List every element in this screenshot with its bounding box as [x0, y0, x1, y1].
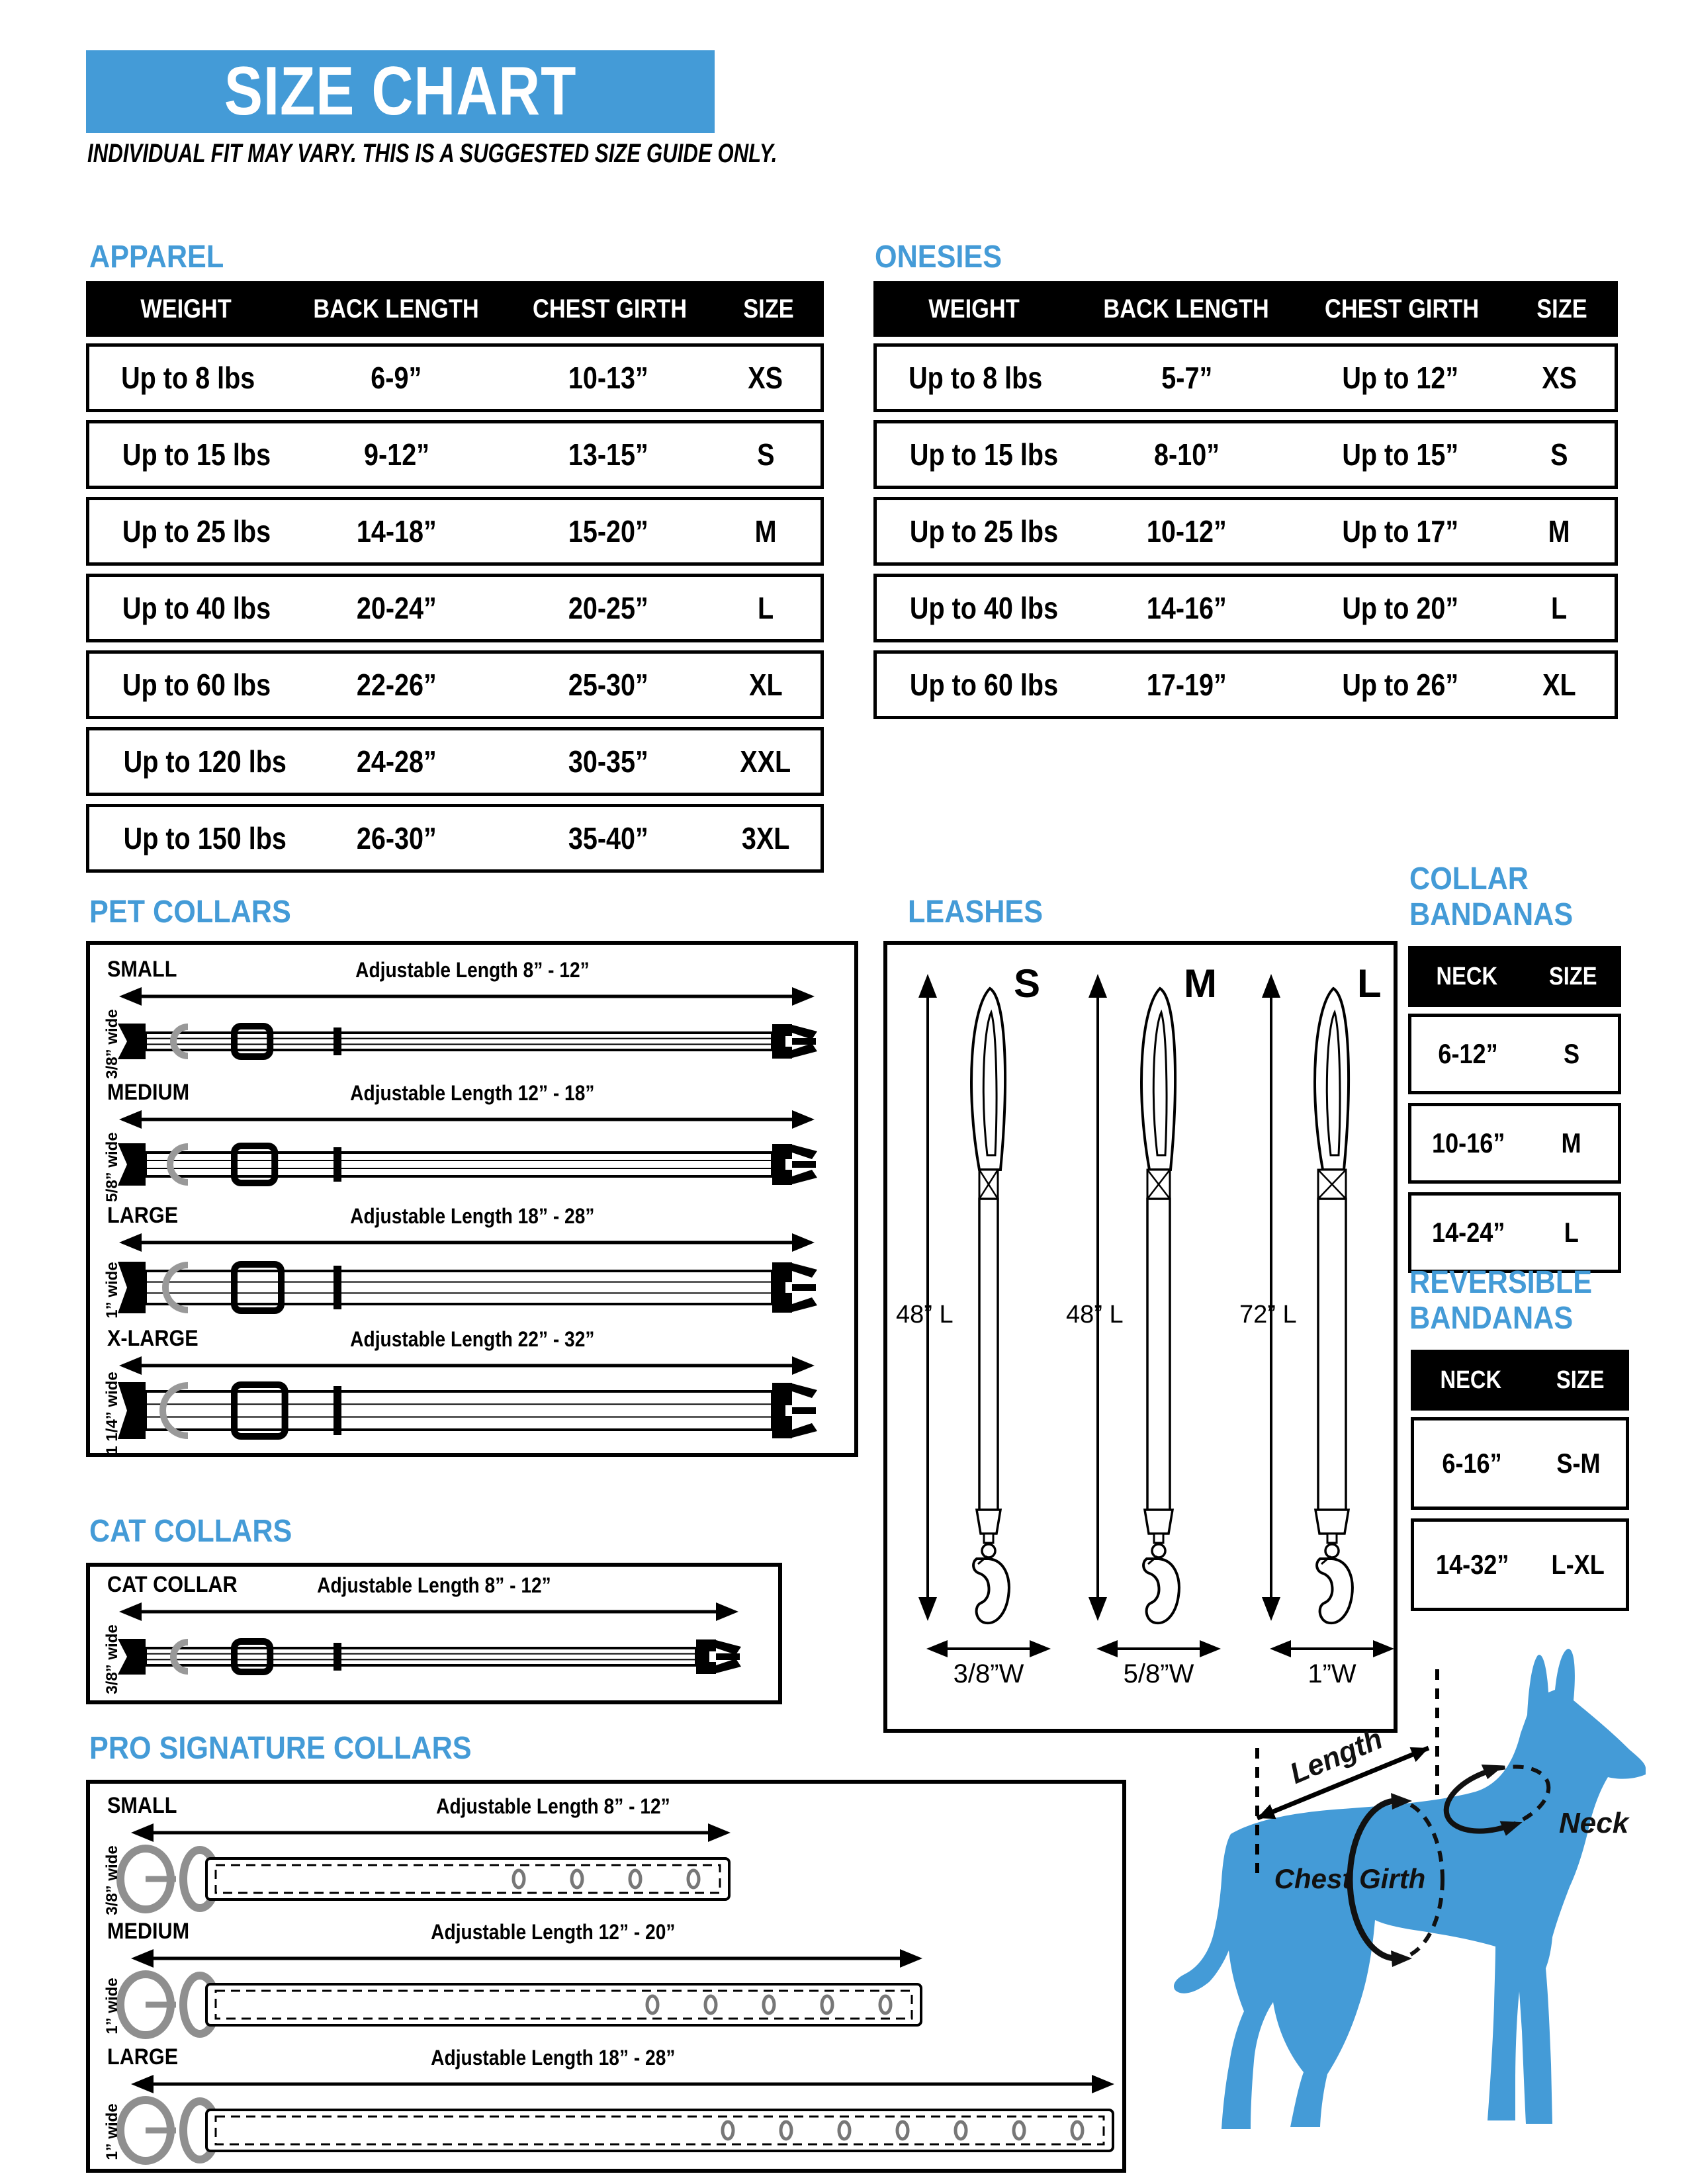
double-arrow [118, 1108, 816, 1131]
collar-bandanas-heading-line1: COLLAR [1409, 861, 1529, 896]
table-row [1411, 1417, 1629, 1510]
apparel-heading: APPAREL [89, 240, 224, 275]
length-arrow [130, 1946, 924, 1970]
cell: Up to 8 lbs [121, 361, 255, 395]
belt-collar-graphic [109, 2096, 1121, 2165]
cell: Up to 15 lbs [122, 437, 271, 472]
collar-diagram [109, 1624, 750, 1690]
collar-graphic [109, 1254, 826, 1321]
cell: S [1563, 1038, 1579, 1069]
column-header: NECK [1440, 1366, 1502, 1394]
belt-collar-graphic [109, 1845, 737, 1913]
double-arrow [130, 1821, 732, 1845]
column-header: NECK [1436, 962, 1497, 990]
cell: 8-10” [1153, 437, 1220, 472]
reversible-bandanas-table [1411, 1350, 1629, 1620]
pet-collar-row [90, 1077, 854, 1200]
cell: M [1548, 514, 1570, 548]
length-arrow [130, 2072, 1116, 2096]
double-arrow [118, 1600, 740, 1624]
cell: XXL [740, 744, 791, 779]
length-label: Length [1285, 1722, 1388, 1790]
collar-size-label: LARGE [107, 1203, 179, 1228]
adjustable-length-label [90, 1081, 854, 1106]
cell: XL [748, 668, 783, 702]
page-subtitle: INDIVIDUAL FIT MAY VARY. THIS IS A SUGGESTED SIZE GUIDE ONLY. [87, 139, 777, 168]
column-header: CHEST GIRTH [533, 294, 688, 324]
dog-measurement-diagram [1158, 1621, 1687, 2184]
collar-bandanas-heading [1409, 861, 1573, 933]
cell: L-XL [1551, 1549, 1605, 1580]
pet-collars-box [86, 941, 858, 1457]
leash-l [1239, 957, 1411, 1718]
cell: Up to 25 lbs [909, 514, 1059, 548]
dog-silhouette-graphic [1158, 1621, 1687, 2184]
pro-collar-row [90, 1916, 1122, 2042]
column-header: WEIGHT [140, 294, 232, 324]
belt-collar-diagram [109, 1845, 737, 1913]
collar-width-label: 3/8” wide [103, 1624, 121, 1694]
collar-size-label: X-LARGE [107, 1326, 199, 1351]
collar-size-label: MEDIUM [107, 1919, 190, 1944]
cell: 30-35” [568, 744, 649, 779]
pet-collar-row [90, 954, 854, 1077]
cell: L [1551, 591, 1568, 625]
cell: 6-16” [1442, 1448, 1503, 1479]
table-row [86, 574, 824, 642]
neck-label: Neck [1559, 1807, 1629, 1839]
length-arrow [118, 1108, 816, 1131]
adjustable-length-text: Adjustable Length 12” - 18” [349, 1081, 595, 1105]
cell: 13-15” [568, 437, 649, 472]
belt-collar-diagram [109, 1970, 929, 2039]
onesies-heading: ONESIES [875, 240, 1002, 275]
table-row [86, 804, 824, 873]
leash-width-label: 3/8”W [953, 1659, 1024, 1688]
double-arrow [118, 984, 816, 1008]
chest-girth-label: Chest Girth [1274, 1863, 1426, 1894]
leash-length-label: 72” L [1239, 1301, 1297, 1329]
table-row [873, 650, 1618, 719]
collar-bandanas-heading-line2: BANDANAS [1409, 896, 1574, 932]
collar-diagram [109, 1131, 826, 1198]
cell: 17-19” [1146, 668, 1227, 702]
cell: XS [748, 361, 783, 395]
adjustable-length-text: Adjustable Length 22” - 32” [349, 1327, 595, 1351]
cell: Up to 26” [1342, 668, 1459, 702]
onesies-table [873, 281, 1618, 727]
collar-diagram [109, 1008, 826, 1074]
column-header: BACK LENGTH [1103, 294, 1269, 324]
cell: M [754, 514, 777, 548]
column-header: SIZE [1536, 294, 1587, 324]
collar-width-label: 1” wide [103, 2103, 121, 2160]
cell: XL [1542, 668, 1576, 702]
collar-size-label: SMALL [107, 957, 177, 982]
cell: Up to 12” [1342, 361, 1459, 395]
cell: 35-40” [568, 821, 649, 855]
adjustable-length-text: Adjustable Length 8” - 12” [355, 958, 590, 982]
collar-bandanas-table [1408, 946, 1621, 1282]
pet-collar-row [90, 1323, 854, 1455]
adjustable-length-label [90, 1794, 1016, 1819]
column-header: SIZE [1556, 1366, 1605, 1394]
collar-size-label: LARGE [107, 2044, 179, 2070]
table-row [1408, 1014, 1621, 1094]
pro-collar-row [90, 2042, 1122, 2167]
leash-width-label: 5/8”W [1123, 1659, 1194, 1688]
collar-diagram [109, 1377, 826, 1444]
adjustable-length-label [90, 1573, 778, 1598]
table-row [86, 650, 824, 719]
cell: 25-30” [568, 668, 649, 702]
collar-graphic [109, 1131, 826, 1198]
column-header: CHEST GIRTH [1325, 294, 1480, 324]
apparel-table-header [86, 281, 824, 337]
collar-size-label: CAT COLLAR [107, 1572, 238, 1597]
cell: 3XL [741, 821, 790, 855]
cell: M [1561, 1127, 1581, 1158]
double-arrow [118, 1354, 816, 1377]
double-arrow [118, 1231, 816, 1254]
collar-graphic [109, 1377, 826, 1444]
cell: Up to 8 lbs [909, 361, 1043, 395]
cell: 22-26” [356, 668, 437, 702]
double-arrow [130, 1946, 924, 1970]
collar-diagram [109, 1254, 826, 1321]
page-title: SIZE CHART [224, 53, 577, 130]
length-arrow [118, 1231, 816, 1254]
reversible-bandanas-table-header [1411, 1350, 1629, 1411]
collar-graphic [109, 1008, 826, 1074]
cell: L [758, 591, 774, 625]
cell: L [1564, 1217, 1579, 1248]
reversible-bandanas-heading-line2: BANDANAS [1409, 1300, 1574, 1336]
length-arrow [118, 984, 816, 1008]
leashes-box [883, 941, 1398, 1733]
table-row [1408, 1103, 1621, 1184]
leash-width-label: 1”W [1308, 1659, 1356, 1688]
belt-collar-diagram [109, 2096, 1121, 2165]
cell: Up to 60 lbs [122, 668, 271, 702]
table-row [873, 420, 1618, 489]
table-row [86, 727, 824, 796]
apparel-table [86, 281, 824, 881]
leashes-heading: LEASHES [908, 895, 1044, 930]
table-row [873, 574, 1618, 642]
adjustable-length-label [90, 958, 854, 983]
leash-s [896, 957, 1068, 1718]
leash-length-label: 48” L [896, 1301, 954, 1329]
column-header: BACK LENGTH [313, 294, 479, 324]
title-banner [86, 50, 715, 133]
cell: S-M [1556, 1448, 1601, 1479]
collar-width-label: 3/8” wide [103, 1845, 121, 1915]
adjustable-length-label [90, 2046, 1016, 2070]
adjustable-length-label [90, 1327, 854, 1352]
pro-collars-box [86, 1780, 1126, 2173]
collar-bandanas-table-header [1408, 946, 1621, 1007]
cell: Up to 15” [1342, 437, 1459, 472]
cell: 26-30” [356, 821, 437, 855]
cat-collars-box [86, 1563, 782, 1704]
cell: 20-24” [356, 591, 437, 625]
cell: 20-25” [568, 591, 649, 625]
column-header: SIZE [1549, 962, 1597, 990]
cell: Up to 25 lbs [122, 514, 271, 548]
reversible-bandanas-heading [1409, 1265, 1592, 1336]
table-row [86, 343, 824, 412]
column-header: SIZE [743, 294, 794, 324]
belt-collar-graphic [109, 1970, 929, 2039]
leash-size-label: S [1014, 961, 1041, 1006]
length-arrow [130, 1821, 732, 1845]
adjustable-length-text: Adjustable Length 18” - 28” [431, 2046, 676, 2070]
cell: 5-7” [1161, 361, 1212, 395]
pro-collar-row [90, 1790, 1122, 1916]
cat-collars-heading: CAT COLLARS [89, 1514, 292, 1549]
adjustable-length-text: Adjustable Length 12” - 20” [431, 1920, 676, 1944]
cell: XS [1541, 361, 1577, 395]
reversible-bandanas-heading-line1: REVERSIBLE [1409, 1265, 1593, 1300]
cell: S [756, 437, 775, 472]
adjustable-length-text: Adjustable Length 8” - 12” [317, 1573, 551, 1597]
cell: 14-32” [1435, 1549, 1509, 1580]
cell: 6-9” [371, 361, 422, 395]
double-arrow [130, 2072, 1116, 2096]
length-arrow [118, 1354, 816, 1377]
adjustable-length-text: Adjustable Length 8” - 12” [436, 1794, 670, 1818]
collar-width-label: 1” wide [103, 1262, 121, 1319]
leash-m [1066, 957, 1238, 1718]
table-row [873, 497, 1618, 566]
onesies-table-header [873, 281, 1618, 337]
pet-collar-row [90, 1200, 854, 1323]
length-arrow [118, 1600, 740, 1624]
cell: Up to 15 lbs [909, 437, 1059, 472]
cell: 10-13” [568, 361, 649, 395]
collar-size-label: MEDIUM [107, 1080, 190, 1105]
cell: 14-24” [1431, 1217, 1505, 1248]
cell: 15-20” [568, 514, 649, 548]
collar-width-label: 1 1/4” wide [103, 1372, 121, 1455]
adjustable-length-label [90, 1204, 854, 1229]
leash-size-label: L [1357, 961, 1382, 1006]
cell: Up to 120 lbs [123, 744, 287, 779]
cell: Up to 40 lbs [122, 591, 271, 625]
adjustable-length-text: Adjustable Length 18” - 28” [349, 1204, 595, 1228]
collar-width-label: 5/8” wide [103, 1132, 121, 1202]
table-row [86, 497, 824, 566]
collar-width-label: 1” wide [103, 1978, 121, 2034]
collar-width-label: 3/8” wide [103, 1009, 121, 1079]
table-row [1408, 1192, 1621, 1273]
cell: 14-16” [1146, 591, 1227, 625]
adjustable-length-label [90, 1920, 1016, 1944]
cell: 9-12” [363, 437, 429, 472]
collar-size-label: SMALL [107, 1793, 177, 1818]
collar-graphic [109, 1624, 750, 1690]
cell: 10-16” [1431, 1127, 1505, 1158]
cell: Up to 150 lbs [123, 821, 287, 855]
table-row [873, 343, 1618, 412]
cat-collar-row [90, 1569, 778, 1692]
pro-collars-heading: PRO SIGNATURE COLLARS [89, 1731, 472, 1766]
cell: Up to 40 lbs [909, 591, 1059, 625]
cell: 14-18” [356, 514, 437, 548]
leash-length-label: 48” L [1066, 1301, 1124, 1329]
table-row [1411, 1518, 1629, 1611]
cell: 24-28” [356, 744, 437, 779]
cell: 6-12” [1438, 1038, 1498, 1069]
cell: Up to 20” [1342, 591, 1459, 625]
pet-collars-heading: PET COLLARS [89, 895, 291, 930]
column-header: WEIGHT [928, 294, 1020, 324]
cell: 10-12” [1146, 514, 1227, 548]
leash-size-label: M [1184, 961, 1217, 1006]
cell: Up to 60 lbs [909, 668, 1059, 702]
table-row [86, 420, 824, 489]
cell: Up to 17” [1342, 514, 1459, 548]
cell: S [1550, 437, 1568, 472]
